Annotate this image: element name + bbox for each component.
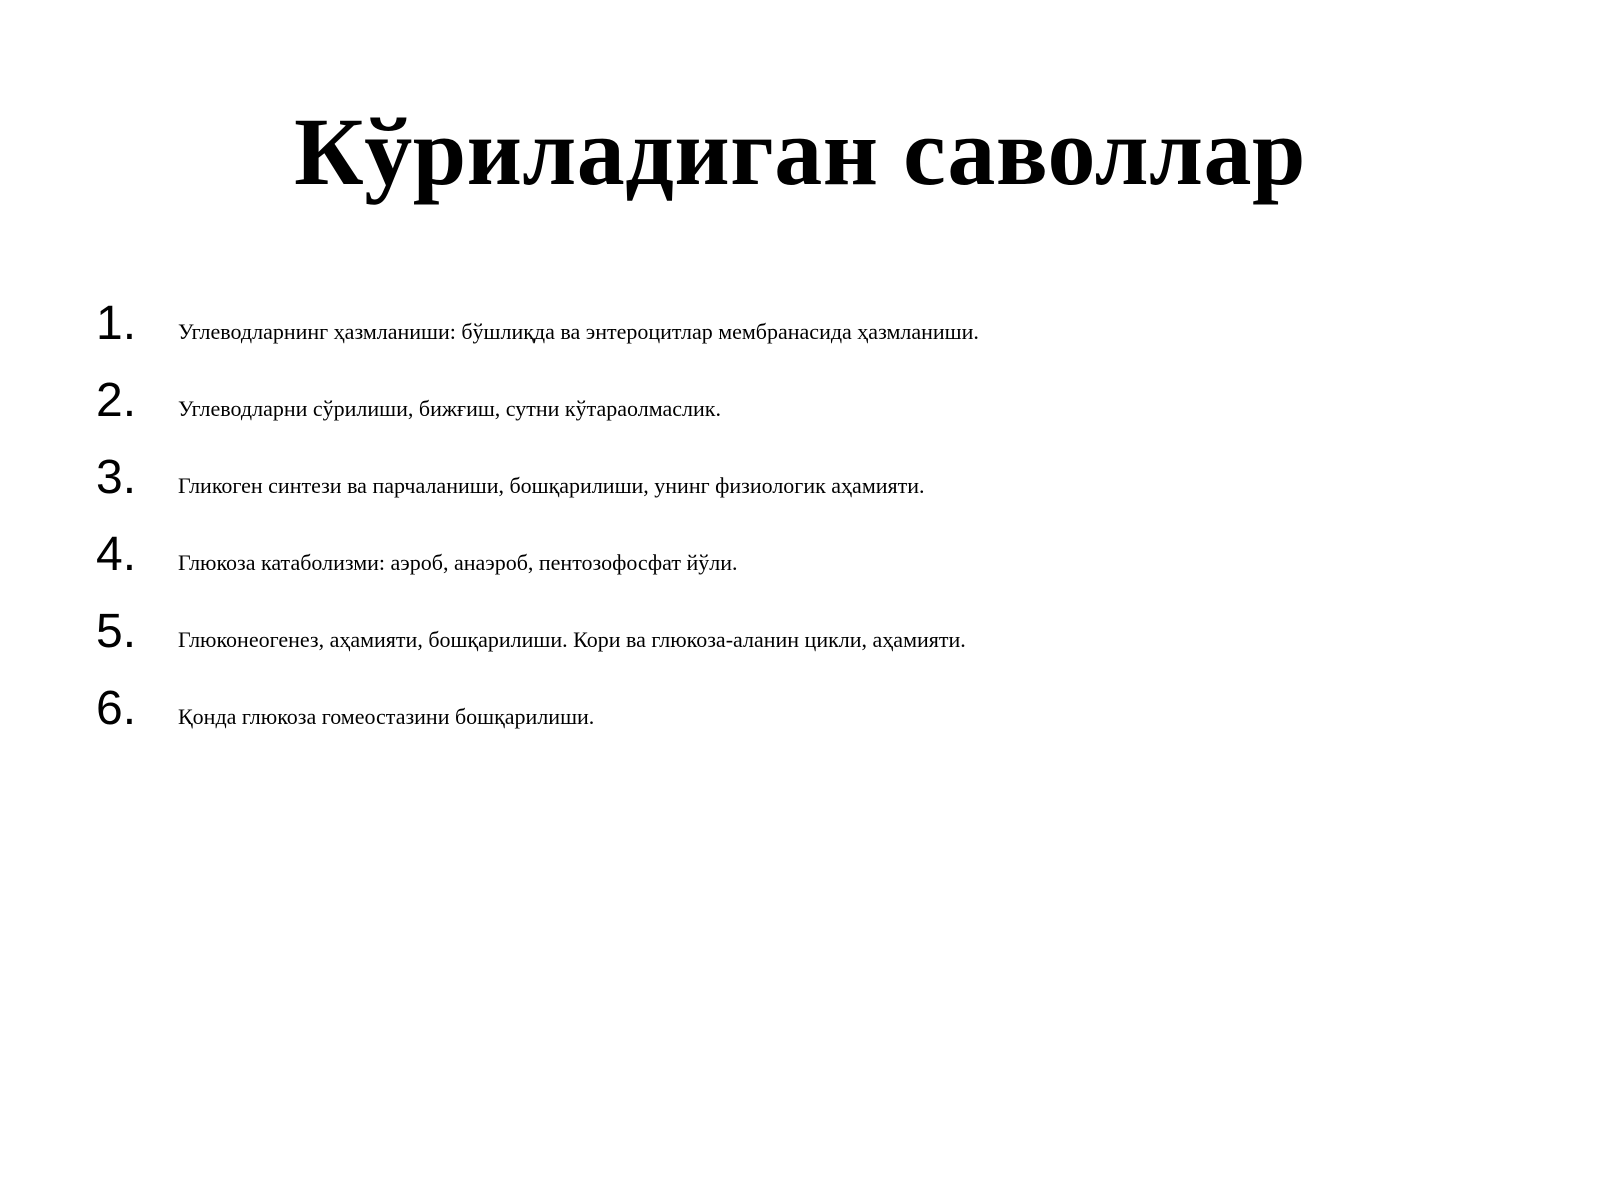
list-item: [96, 604, 1496, 681]
list-item-number: 2.: [96, 374, 137, 427]
list-item-text: Гликоген синтези ва парчаланиши, бошқарилиши, унинг физиологик аҳамияти.: [178, 473, 925, 498]
list-item-number: 4.: [96, 528, 137, 581]
list-item: [96, 527, 1496, 604]
list-item: [96, 296, 1496, 373]
slide-title: Кўриладиган саволлар: [294, 98, 1306, 205]
question-list: [96, 296, 1496, 758]
list-item-number: 6.: [96, 682, 137, 735]
list-item-text: Глюконеогенез, аҳамияти, бошқарилиши. Кори ва глюкоза-аланин цикли, аҳамияти.: [178, 627, 966, 652]
list-item: [96, 450, 1496, 527]
list-item: [96, 681, 1496, 758]
list-item-text: Глюкоза катаболизми: аэроб, анаэроб, пентозофосфат йўли.: [178, 550, 738, 575]
list-item-number: 1.: [96, 297, 137, 350]
list-item: [96, 373, 1496, 450]
list-item-number: 5.: [96, 605, 137, 658]
list-item-number: 3.: [96, 451, 137, 504]
list-item-text: Углеводларни сўрилиши, бижғиш, сутни кўтараолмаслик.: [178, 396, 721, 421]
list-item-text: Углеводларнинг ҳазмланиши: бўшлиқда ва энтероцитлар мембранасида ҳазмланиши.: [178, 319, 979, 344]
list-item-text: Қонда глюкоза гомеостазини бошқарилиши.: [178, 704, 595, 729]
